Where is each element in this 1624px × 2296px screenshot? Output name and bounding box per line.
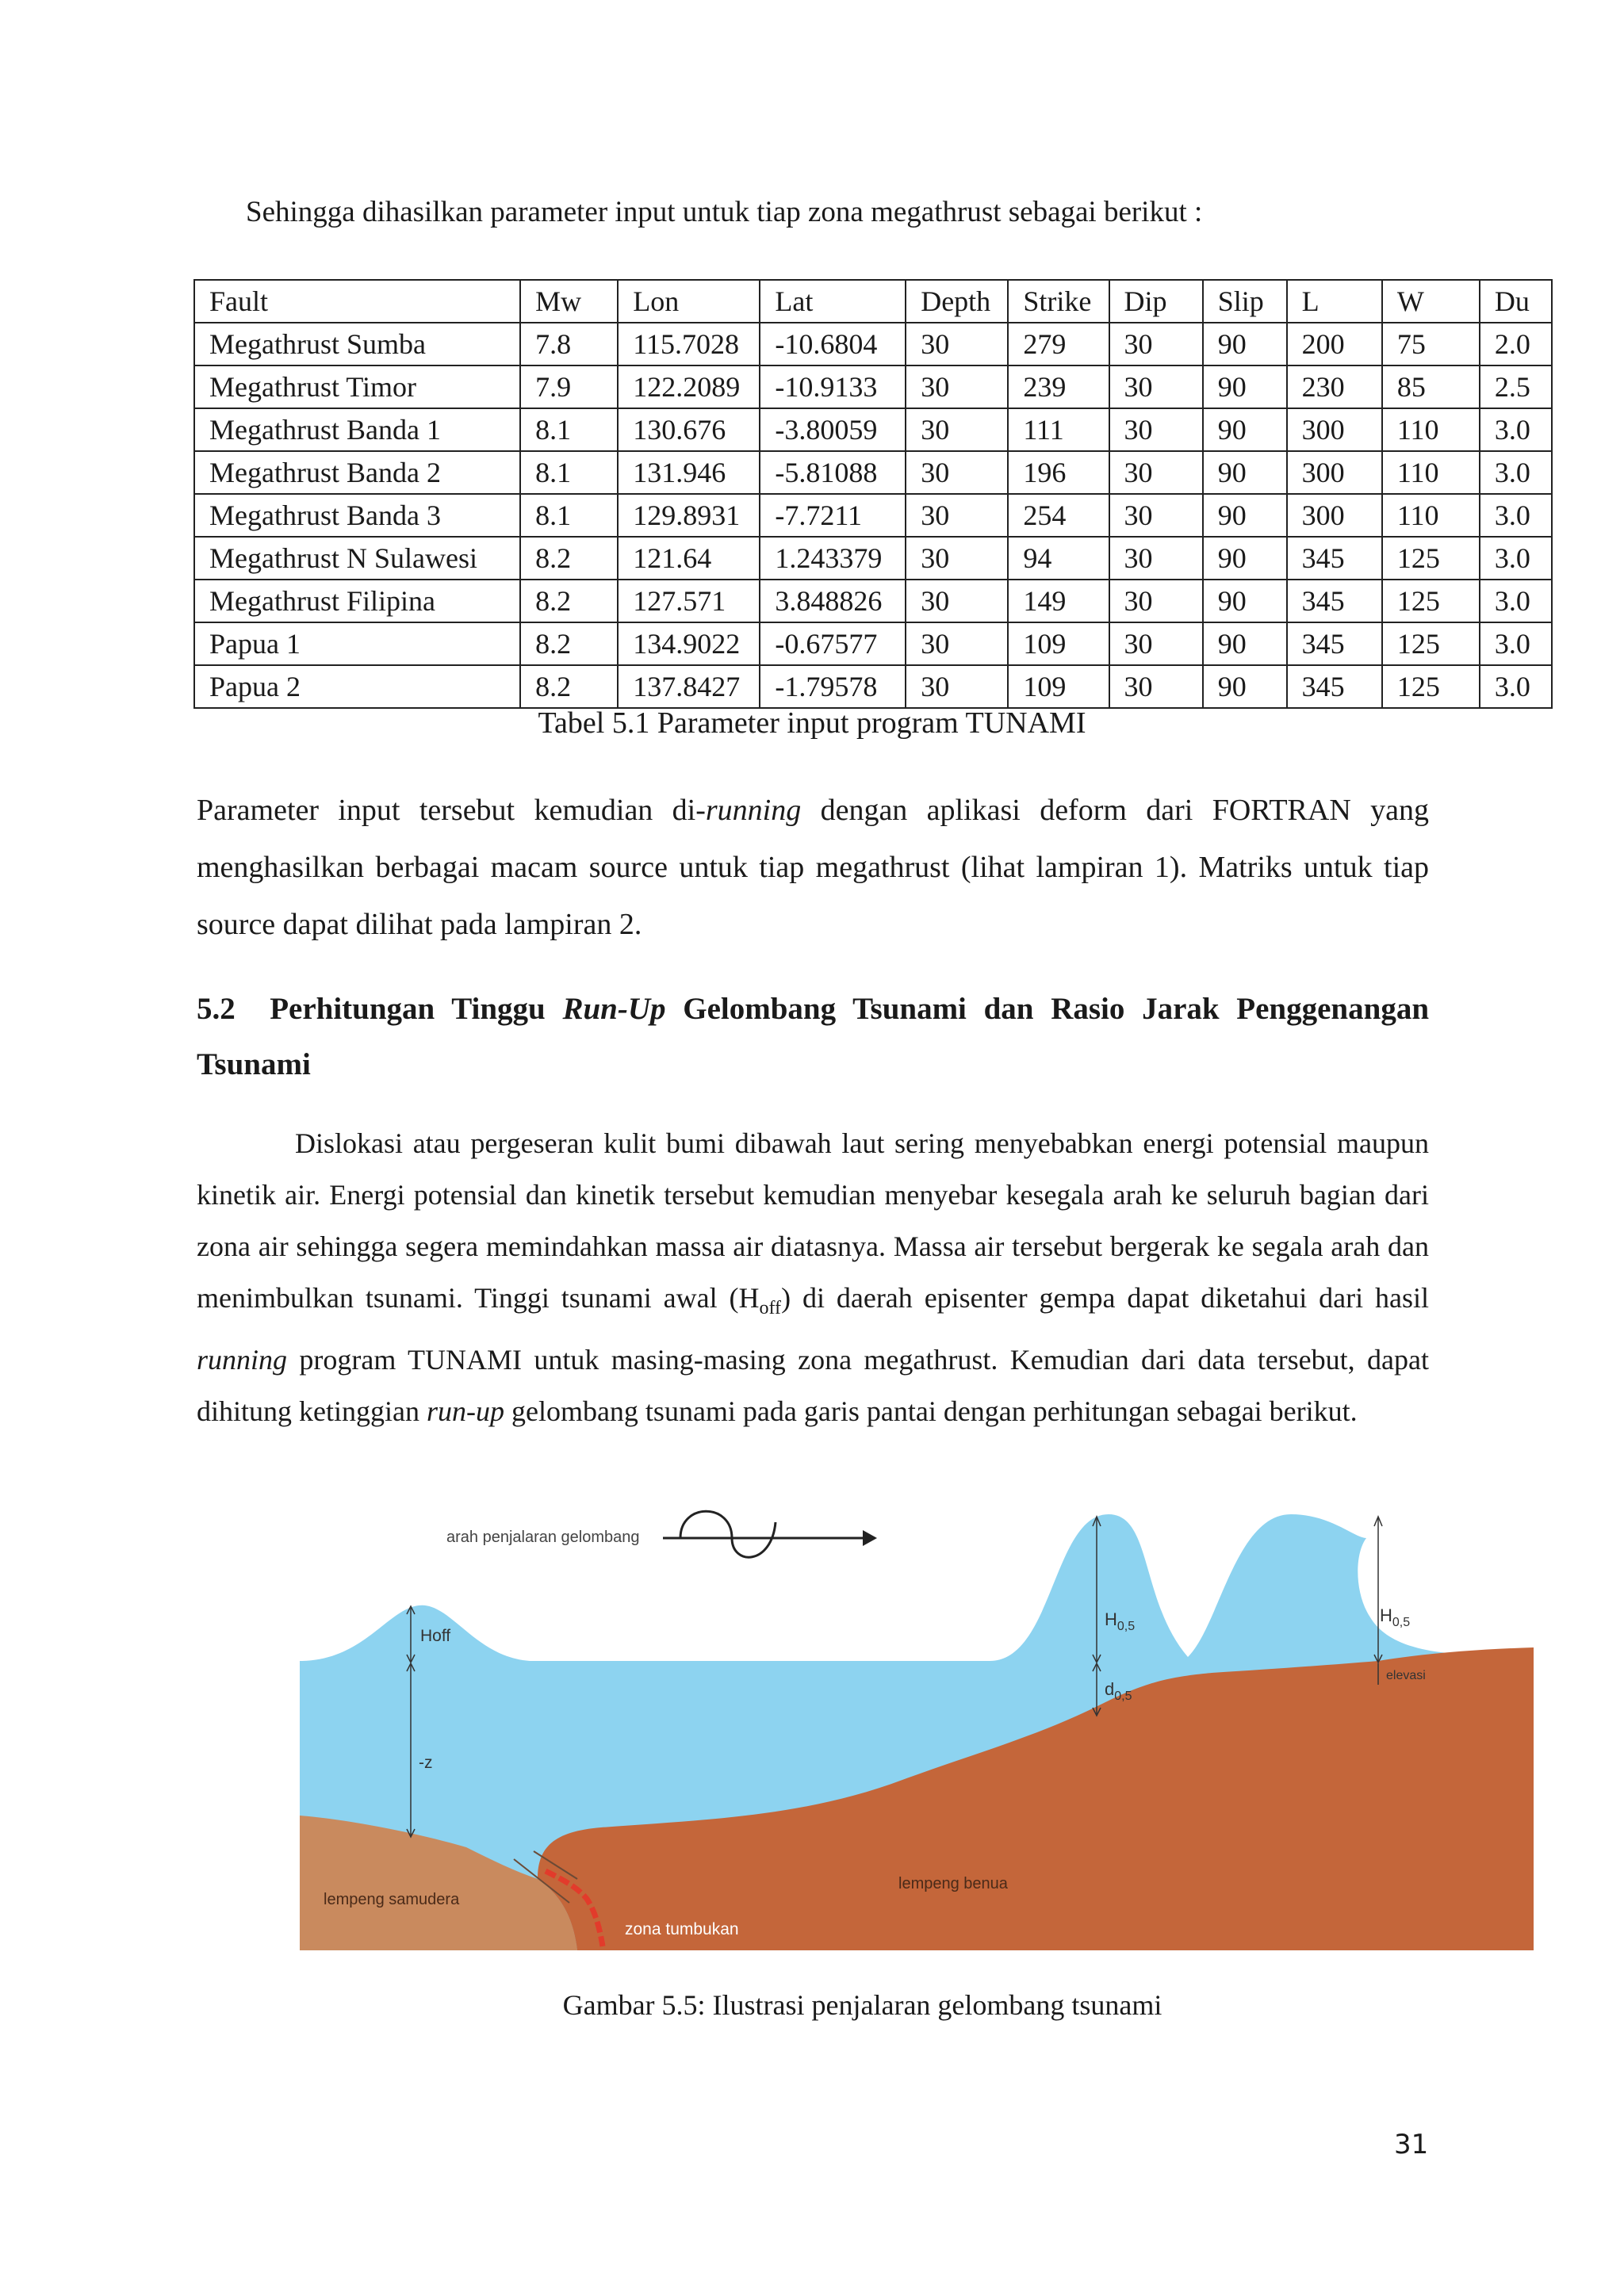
table-cell: 30 [1109,451,1203,494]
tsunami-propagation-figure [300,1506,1534,1950]
table-cell: 30 [906,323,1008,365]
table-cell: 230 [1287,365,1382,408]
header-cell: Lon [618,280,760,323]
table-cell: 90 [1203,323,1287,365]
subscript-off: off [759,1298,782,1319]
table-cell: 1.243379 [760,537,906,580]
table-cell: 196 [1008,451,1109,494]
fault-name-cell: Megathrust N Sulawesi [194,537,520,580]
table-cell: 30 [1109,537,1203,580]
table-cell: 90 [1203,580,1287,622]
table-cell: 125 [1382,537,1480,580]
section-number: 5.2 [197,992,236,1026]
table-cell: 111 [1008,408,1109,451]
table-cell: 90 [1203,494,1287,537]
text-segment: ) di daerah episenter gempa dapat diketahui dari hasil [781,1282,1429,1314]
continental-plate-label: lempeng benua [898,1875,1008,1892]
header-cell: W [1382,280,1480,323]
text-segment: gelombang tsunami pada garis pantai dengan perhitungan sebagai berikut. [504,1395,1358,1428]
table-cell: 85 [1382,365,1480,408]
table-cell: 200 [1287,323,1382,365]
table-cell: 125 [1382,622,1480,665]
fault-name-cell: Megathrust Banda 1 [194,408,520,451]
table-cell: 345 [1287,622,1382,665]
table-cell: 122.2089 [618,365,760,408]
table-row [194,665,1552,708]
table-cell: 8.1 [520,451,618,494]
text-segment: Parameter input tersebut kemudian di- [197,794,706,827]
fault-name-cell: Papua 2 [194,665,520,708]
emphasis-text: run-up [426,1395,504,1428]
table-row [194,537,1552,580]
table-cell: 109 [1008,622,1109,665]
table-cell: 125 [1382,580,1480,622]
table-cell: 30 [1109,408,1203,451]
paragraph-parameter-run [197,782,1429,953]
table-cell: 125 [1382,665,1480,708]
fault-name-cell: Megathrust Banda 3 [194,494,520,537]
table-cell: 90 [1203,622,1287,665]
table-cell: 30 [906,451,1008,494]
table-cell: 90 [1203,365,1287,408]
table-cell: 90 [1203,665,1287,708]
table-cell: 30 [906,365,1008,408]
table-cell: 254 [1008,494,1109,537]
table-cell: 3.0 [1480,580,1552,622]
table-cell: 110 [1382,408,1480,451]
table-cell: -5.81088 [760,451,906,494]
table-cell: -7.7211 [760,494,906,537]
table-cell: 3.0 [1480,665,1552,708]
table-cell: 30 [1109,622,1203,665]
propagation-label: arah penjalaran gelombang [446,1529,640,1546]
table-row [194,494,1552,537]
table-cell: 30 [1109,365,1203,408]
header-cell: Depth [906,280,1008,323]
heading-text: Gelombang Tsunami dan Rasio Jarak Penggenangan Tsunami [197,992,1430,1081]
table-cell: 30 [1109,494,1203,537]
table-cell: 30 [1109,665,1203,708]
table-cell: 300 [1287,451,1382,494]
table-cell: 90 [1203,408,1287,451]
table-cell: 8.2 [520,580,618,622]
parameter-table [193,279,1553,709]
h05-label-left: $H_{0,5}$ [1105,1609,1136,1633]
table-row [194,323,1552,365]
table-cell: 8.2 [520,665,618,708]
fault-name-cell: Megathrust Filipina [194,580,520,622]
table-cell: 3.0 [1480,451,1552,494]
header-cell: Fault [194,280,520,323]
table-row [194,622,1552,665]
table-cell: 2.5 [1480,365,1552,408]
text-segment: dengan aplikasi deform dari FORTRAN yang menghasilkan berbagai macam source untuk tiap megathrust (lihat lampiran 1). Matriks untuk tiap source dapat dilihat pada lampiran 2. [197,794,1429,941]
table-cell: 345 [1287,537,1382,580]
figure-caption: Gambar 5.5: Ilustrasi penjalaran gelombang tsunami [562,1989,1162,2021]
table-cell: -0.67577 [760,622,906,665]
table-row [194,365,1552,408]
header-cell: Lat [760,280,906,323]
table-cell: 110 [1382,451,1480,494]
emphasis-text: running [705,794,802,827]
table-cell: 115.7028 [618,323,760,365]
hoff-label: Hoff [420,1627,451,1645]
table-cell: 345 [1287,580,1382,622]
header-cell: Strike [1008,280,1109,323]
table-cell: 30 [1109,323,1203,365]
header-cell: Dip [1109,280,1203,323]
table-cell: 137.8427 [618,665,760,708]
table-cell: 30 [906,494,1008,537]
table-cell: 149 [1008,580,1109,622]
table-cell: 30 [906,580,1008,622]
table-cell: 8.1 [520,494,618,537]
table-cell: 30 [906,665,1008,708]
elevasi-label: elevasi [1386,1669,1426,1682]
table-cell: 30 [906,537,1008,580]
table-cell: 131.946 [618,451,760,494]
table-cell: 3.0 [1480,537,1552,580]
table-cell: 239 [1008,365,1109,408]
header-cell: Du [1480,280,1552,323]
table-cell: 134.9022 [618,622,760,665]
fault-name-cell: Megathrust Banda 2 [194,451,520,494]
table-cell: 300 [1287,494,1382,537]
paragraph-dislocation [197,1118,1429,1437]
table-row [194,580,1552,622]
table-cell: 279 [1008,323,1109,365]
header-cell: L [1287,280,1382,323]
table-cell: 75 [1382,323,1480,365]
text-segment: program TUNAMI untuk masing-masing zona megathrust. Kemudian dari data tersebut, dapat dihitung ketinggian [197,1344,1429,1428]
minus-z-label: -z [419,1754,433,1772]
header-cell: Mw [520,280,618,323]
table-header-row [194,280,1552,323]
table-cell: 94 [1008,537,1109,580]
propagation-arrowhead [863,1530,877,1546]
table-cell: 110 [1382,494,1480,537]
table-caption: Tabel 5.1 Parameter input program TUNAMI [538,706,1086,740]
table-cell: -3.80059 [760,408,906,451]
table-cell: 30 [906,622,1008,665]
table-cell: 300 [1287,408,1382,451]
oceanic-plate-label: lempeng samudera [324,1891,460,1908]
heading-emphasis: Run-Up [562,992,666,1026]
fault-name-cell: Megathrust Sumba [194,323,520,365]
table-cell: 3.0 [1480,494,1552,537]
h05-label-right: $H_{0,5}$ [1380,1605,1411,1629]
heading-text: Perhitungan Tinggu [270,992,563,1026]
d05-label: $d_{0,5}$ [1105,1679,1132,1703]
table-cell: -1.79578 [760,665,906,708]
table-cell: 3.0 [1480,408,1552,451]
wave-symbol [680,1511,776,1557]
table-cell: 30 [1109,580,1203,622]
table-cell: 127.571 [618,580,760,622]
table-cell: 8.1 [520,408,618,451]
table-cell: 109 [1008,665,1109,708]
table-cell: 90 [1203,451,1287,494]
intro-sentence: Sehingga dihasilkan parameter input untuk tiap zona megathrust sebagai berikut : [246,196,1203,228]
table-row [194,451,1552,494]
table-cell: 30 [906,408,1008,451]
table-cell: 345 [1287,665,1382,708]
emphasis-text: running [197,1344,288,1376]
table-cell: 90 [1203,537,1287,580]
header-cell: Slip [1203,280,1287,323]
table-cell: 8.2 [520,622,618,665]
table-cell: 8.2 [520,537,618,580]
table-row [194,408,1552,451]
table-cell: 7.9 [520,365,618,408]
table-cell: 130.676 [618,408,760,451]
fault-name-cell: Megathrust Timor [194,365,520,408]
text-segment: Dislokasi atau pergeseran kulit bumi dibawah laut sering menyebabkan energi potensial maupun kinetik air. Energi potensial dan kinetik tersebut kemudian menyebar kesegala arah ke seluruh bagian dari zona air sehingga segera memindahkan massa air diatasnya. Massa air tersebut bergerak ke segala arah dan menimbulkan tsunami. Tinggi tsunami awal (H [197,1127,1429,1314]
table-cell: 3.0 [1480,622,1552,665]
page-number: 31 [1394,2129,1429,2160]
table-cell: 2.0 [1480,323,1552,365]
section-heading [197,982,1429,1093]
table-cell: -10.9133 [760,365,906,408]
fault-name-cell: Papua 1 [194,622,520,665]
table-body [194,323,1552,708]
table-cell: 7.8 [520,323,618,365]
table-cell: 129.8931 [618,494,760,537]
table-cell: 121.64 [618,537,760,580]
table-cell: -10.6804 [760,323,906,365]
table-cell: 3.848826 [760,580,906,622]
collision-zone-label: zona tumbukan [625,1920,739,1938]
